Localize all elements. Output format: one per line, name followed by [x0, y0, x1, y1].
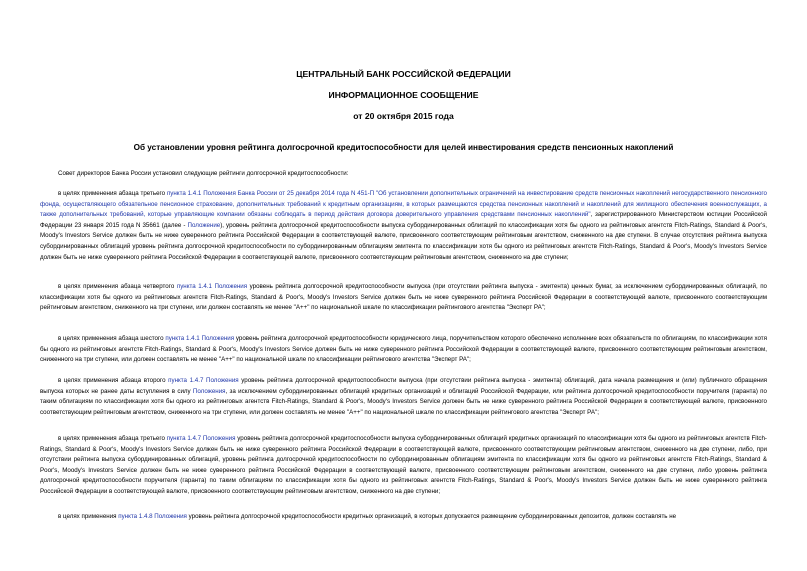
- paragraph-text: уровень рейтинга долгосрочной кредитоспособности юридического лица, поручительством которого обеспечено исполнение всех обязательств по облигациям, по классификации хотя бы одного из рейтинговых агентств Fitch-Ratings, Standard & Poor's, Moody's Investors Service должен быть не ниже суверенного рейтинга Российской Федерации в соответствующей валюте, присвоенного соответствующим рейтинговым агентством, сниженного на три ступени, или должен составлять не менее "A++" по национальной шкале по классификации рейтингового агентства "Эксперт РА";: [40, 335, 767, 364]
- paragraph-4: [40, 376, 767, 418]
- regulation-link[interactable]: пункта 1.4.8 Положения: [118, 513, 187, 520]
- paragraph-2: [40, 282, 767, 314]
- doc-date: от 20 октября 2015 года: [353, 111, 454, 121]
- paragraph-text: в целях применения абзаца второго: [58, 377, 169, 384]
- regulation-link[interactable]: пункта 1.4.7 Положения: [168, 377, 239, 384]
- org-name: ЦЕНТРАЛЬНЫЙ БАНК РОССИЙСКОЙ ФЕДЕРАЦИИ: [296, 69, 511, 79]
- paragraph-text: уровень рейтинга долгосрочной кредитоспособности выпуска (при отсутствии рейтинга выпуска - эмитента) облигаций, дата начала размещения и (или) публичного обращения выпуска которых не ранее даты вступления в силу: [40, 377, 768, 395]
- paragraph-3: [40, 334, 767, 366]
- paragraph-text: , за исключением субординированных облигаций кредитных организаций и облигаций Российской Федерации, или рейтинга долгосрочной кредитоспособности поручителя (гаранта) по таким облигациям по классификации хотя бы одного из рейтинговых агентств Fitch-Ratings, Standard & Poor's, Moody's Investors Service должен быть не ниже суверенного рейтинга Российской Федерации в соответствующей валюте, присвоенного соответствующим рейтинговым агентством, сниженного на три ступени, или должен составлять не менее "A++" по национальной шкале по классификации рейтингового агентства "Эксперт РА";: [40, 387, 767, 416]
- regulation-link[interactable]: Положение: [187, 221, 221, 229]
- paragraph-5: [40, 434, 767, 498]
- paragraph-text: ), уровень рейтинга долгосрочной кредитоспособности выпуска субординированных облигаций по классификации хотя бы одного из рейтинговых агентств Fitch-Ratings, Standard & Poor's, Moody's Investors Service должен быть не ниже суверенного рейтинга Российской Федерации в соответствующей валюте, присвоенного соответствующим рейтинговым агентством, сниженного на две ступени. В случае отсутствия рейтинга выпуска субординированных облигаций уровень рейтинга долгосрочной кредитоспособности по субординированным облигациям эмитента по классификации хотя бы одного из рейтинговых агентств Fitch-Ratings, Standard & Poor's, Moody's Investors Service должен быть не ниже суверенного рейтинга Российской Федерации в соответствующей валюте, присвоенного соответствующим рейтинговым агентством, сниженного на две ступени;: [40, 221, 768, 261]
- paragraph-text: уровень рейтинга долгосрочной кредитоспособности выпуска (при отсутствии рейтинга выпуска - эмитента) ценных бумаг, за исключением субординированных облигаций, по классификации хотя бы одного из рейтинговых агентств Fitch-Ratings, Standard & Poor's, Moody's Investors Service должен быть не ниже суверенного рейтинга Российской Федерации в соответствующей валюте, присвоенного соответствующим рейтинговым агентством, сниженного на три ступени, или должен составлять не менее "A++" по национальной шкале по классификации рейтингового агентства "Эксперт РА";: [40, 283, 767, 312]
- paragraph-1: [40, 189, 767, 263]
- regulation-link[interactable]: пункта 1.4.1 Положения Банка России от 25 декабря 2014 года N 451-П "Об установлении дополнительных ограничений на инвестирование средств пенсионных накоплений негосударственного пенсионного фонда, осуществляющего обязательное пенсионное страхование, дополнительных требований к кредитным организациям, в которых размещаются средства пенсионных накоплений и накоплений для жилищного обеспечения военнослужащих, а также дополнительных требований, которые управляющие компании обязаны соблюдать в период действия договора доверительного управления средствами пенсионных накоплений": [40, 190, 767, 219]
- doc-title: Об установлении уровня рейтинга долгосрочной кредитоспособности для целей инвестирования средств пенсионных накоплений: [133, 143, 674, 152]
- paragraph-text: уровень рейтинга долгосрочной кредитоспособности кредитных организаций, в которых допускается размещение субординированных депозитов, должен составлять не: [186, 513, 677, 520]
- regulation-link[interactable]: пункта 1.4.1 Положения: [176, 283, 248, 290]
- paragraph-text: в целях применения абзаца третьего: [58, 435, 167, 442]
- doc-type: ИНФОРМАЦИОННОЕ СООБЩЕНИЕ: [328, 90, 479, 100]
- paragraph-text: , зарегистрированного Министерством юстиции Российской Федерации 23 января 2015 года N 35661 (далее -: [40, 211, 768, 229]
- paragraph-text: в целях применения: [58, 513, 119, 520]
- regulation-link[interactable]: Положения: [192, 387, 226, 395]
- paragraph-text: в целях применения абзаца третьего: [58, 190, 167, 197]
- paragraph-text: в целях применения абзаца четвертого: [58, 283, 177, 290]
- paragraph-text: в целях применения абзаца шестого: [58, 335, 166, 342]
- paragraph-text: уровень рейтинга долгосрочной кредитоспособности выпуска субординированных облигаций кредитных организаций по классификации хотя бы одного из рейтинговых агентств Fitch-Ratings, Standard & Poor's, Moody's Investors Service должен быть не ниже суверенного рейтинга Российской Федерации в соответствующей валюте, присвоенного соответствующим рейтинговым агентством, сниженного на две ступени, либо, при отсутствии рейтинга выпуска субординированных облигаций, уровень рейтинга долгосрочной кредитоспособности по субординированным облигациям эмитента по классификации хотя бы одного из рейтинговых агентств Fitch-Ratings, Standard & Poor's, Moody's Investors Service должен быть не ниже суверенного рейтинга Российской Федерации в соответствующей валюте, присвоенного соответствующим рейтинговым агентством, сниженного на две ступени, либо уровень рейтинга долгосрочной кредитоспособности поручителя (гаранта) по таким облигациям по классификации хотя бы одного из рейтинговых агентств Fitch-Ratings, Standard & Poor's, Moody's Investors Service должен быть не ниже суверенного рейтинга Российской Федерации в соответствующей валюте, присвоенного соответствующим рейтинговым агентством, сниженного на две ступени;: [40, 435, 767, 495]
- intro-text: Совет директоров Банка России установил следующие рейтинги долгосрочной кредитоспособности:: [58, 170, 349, 177]
- paragraph-6: [40, 512, 767, 523]
- regulation-link[interactable]: пункта 1.4.1 Положения: [165, 335, 235, 342]
- regulation-link[interactable]: пункта 1.4.7 Положения: [166, 435, 236, 442]
